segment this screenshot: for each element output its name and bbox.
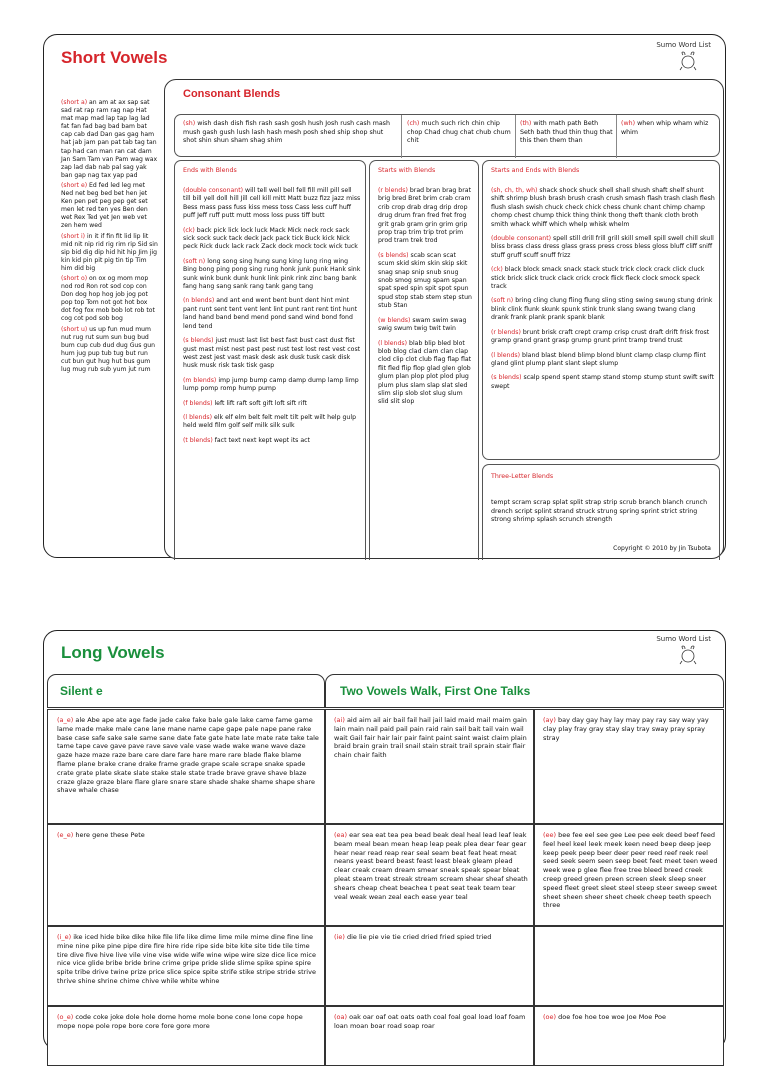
two-vowels-header	[325, 674, 724, 708]
two-vowels-words: (ee) bee fee eel see gee Lee pee eek deed beef feed feel heel keel leek meek keen need beep deep jeep keep peek peep beer deer peer reed reef reek reel seed seek seem seen seep beet feet meet teen weed week wee p glee flee free tree bleed breed creek creep greed green preen screen sleek sleep sneer speed fleet greet sleet steel steep steer sweep sweet sheet sheen sheer sheet cheek cheep teeth speech three	[543, 831, 718, 910]
short-vowel-group: (short u) us up fun mud mum nut rug rut sum sun bug bud bum cup cub dud dug Gus gun hum jug pup tub tug but run cut bun gut hug hut bus gum lug mug rub sub yum jut rum	[61, 325, 155, 373]
starts-with-blends-list	[378, 187, 474, 413]
silent-e-words: (i_e) ike iced hide bike dike hike file life like dime lime mile mime dine fine line mine nine pike pine pipe dire fire hire ride ripe side bite kite site tide tile time tire dive five hive live vile vine vise wide wife wine wipe wire size dice lice mice nice vice glide bribe bride brine crime gripe pride slide slime spike spine spire spite tribe drive twine prize price slice spice spite strife stike stripe stride strive thrive shine shrine chime chive while white whine	[57, 933, 316, 985]
two-vowels-cell	[534, 926, 724, 1006]
silent-e-header	[47, 674, 325, 708]
ends-blend-group: (m blends) imp jump bump camp damp dump lamp limp lump pomp romp hump pump	[183, 376, 359, 393]
starts-blend-group: (w blends) swam swim swag swig swum twig twit twin	[378, 316, 467, 333]
ends-blend-group: (n blends) and ant end went bent bunt dent hint mint pant runt sent tent vent lent lint punt rant rent tint hunt land hand band bend mend pond sand wind bond fond lend tend	[183, 297, 358, 330]
two-vowels-cell	[534, 824, 724, 926]
starts-ends-group: (s blends) scalp spend spent stamp stand stomp stump stunt swift swift swept	[491, 374, 714, 390]
silent-e-words: (a_e) ale Abe ape ate age fade jade cake fake bale gale lake came fame game lame made make male cane lane mane name cape gape pale nape pane rake base case safe sake sale same sane date fate gate hate late mate rate take tale tame tape cave gave pave rave save vale vase wade wake wane wave daze gaze haze maze raze bare care dare fare hare mare rare blade flake blame flame plane brake crane drake frame grade grape scale scrape snake spade crate grate plate skate slate stake stale state trade brave grave shave blaze craze glaze graze blare flare glare snare stare shade shake shame shape share shave whale chase	[57, 716, 319, 795]
short-vowel-group: (short e) Ed fed led leg met Ned net beg bed bet hen jet Ken pen pet peg pep get set men let red ten yes Ben den wet Rex Ted yet Jen web vet zen hem wed	[61, 181, 148, 230]
long-vowels-card	[43, 630, 726, 1050]
silent-e-words: (o_e) code coke joke dole hole dome home mole bone cone lone cope hope mope nope pole rope bore core fore gore more	[57, 1013, 303, 1030]
two-vowels-words: (ai) aid aim ail air bail fail hail jail laid maid mail maim gain lain main nail paid pail pain raid rain sail bait tail vain wail wait Gail fair hair lair pair faint paint saint waist claim plain braid brain grain trail snail stain strait trail sprain stair flair chain chair faith	[334, 716, 527, 760]
sumo-word-list-credit: Sumo Word List	[656, 41, 711, 49]
starts-blend-group: (r blends) brad bran brag brat brig bred Bret brim crab cram crib crop drab drag drip drop drug drum fran fred fret frog grit grab gram grin grim grip prop trap trim trip trot prim prod tram trek trod	[378, 187, 471, 245]
two-vowels-words: (oa) oak oar oaf oat oats oath coal foal goal load loaf foam loan moan boar road soap roar	[334, 1013, 526, 1030]
short-vowel-group: (short i) in it if fin fit lid lip lit mid nit nip rid rig rim rip Sid sin sip bid dig dip hid hit hip Jim jig kin kid pin pit pig tin tip Tim him did big	[61, 232, 158, 272]
two-vowels-cell	[325, 1006, 534, 1066]
two-vowels-cell	[325, 824, 534, 926]
short-vowels-card	[43, 34, 726, 558]
wh-words: (wh) when whip wham whiz whim	[621, 120, 709, 136]
starts-ends-group: (ck) black block smack snack stack stuck trick clock crack click cluck stick brick slick truck clack crick crock flick fleck clock smock speck track	[491, 266, 705, 291]
ch-words: (ch) much such rich chin chip chop Chad chug chat chub chum chit	[407, 120, 511, 145]
three-letter-blends-box	[482, 464, 720, 560]
three-letter-blends-title: Three-Letter Blends	[491, 473, 554, 480]
two-vowels-words: (ay) bay day gay hay lay may pay ray say way yay clay play fray gray stay slay tray sway pray spray stray	[543, 716, 709, 742]
three-letter-blends-words: tempt scram scrap splat split strap strip scrub branch blanch crunch drench script splint strand struck strung spring sprint strict string strong shrimp splash scrunch strength	[491, 499, 708, 524]
ends-blend-group: (double consonant) will tell well bell fell fill mill pill sell till bill yell doll hill Jill cell kill mitt Matt buzz fizz jazz miss Bess mass pass fuss kiss mess toss Cass less cuff huff puff Jeff ruff putt mutt moss loss puss tiff butt	[183, 187, 361, 220]
two-vowels-cell	[534, 709, 724, 824]
silent-e-row	[47, 1006, 325, 1066]
sumo-mascot-icon	[677, 51, 699, 71]
divider	[401, 115, 402, 158]
ends-blend-group: (ck) back pick lick lock luck Mack Mick neck rock sack sick sock suck tack deck Jack pack tick Buck kick Nick peck Rick duck lack rack Zack dock mock tock wick tuck	[183, 226, 358, 251]
two-vowels-words: (oe) doe foe hoe toe woe Joe Moe Poe	[543, 1013, 667, 1021]
two-vowels-cell	[325, 926, 534, 1006]
starts-and-ends-title: Starts and Ends with Blends	[491, 167, 580, 174]
short-vowels-list	[61, 99, 159, 376]
starts-ends-group: (r blends) brunt brisk craft crept cramp crisp crust draft drift frisk frost gramp grand grant grasp grump grunt print tramp trend trust	[491, 328, 710, 345]
silent-e-words: (e_e) here gene these Pete	[57, 831, 145, 839]
starts-with-blends-column	[369, 160, 479, 560]
starts-with-blends-title: Starts with Blends	[378, 167, 436, 174]
ends-with-blends-column	[174, 160, 366, 560]
consonant-blends-panel	[164, 79, 724, 559]
ends-with-blends-title: Ends with Blends	[183, 167, 237, 174]
starts-ends-group: (sh, ch, th, wh) shack shock shuck shell shall shush shaft shelf shunt shift shrimp blush brash brush crash crush smash flash trash clash flesh flush slash swish chuck check chick chess chunk chant chimp champ chomp chest chump thick thing think thong theft thank cloth broth smith whack whiff which whelp whisk whelm	[491, 187, 715, 228]
short-vowel-group: (short a) an am at ax sap sat sad rat rap ram rag nap Hat mat map mad lap tap lag lad fat fan fad bag bad bam bat cap cab dad Dan gas gag ham hat jab jam pan pat tab tag tan tap had can man ran cat dam Jan Sam Tam van Pam wag wax zap lad dab nab pal sag yak ban gap nag tax yap pad	[61, 99, 158, 179]
two-vowels-words: (ie) die lie pie vie tie cried dried fried spied tried	[334, 933, 492, 941]
two-vowels-cell	[325, 709, 534, 824]
starts-ends-group: (l blends) bland blast blend blimp blond blunt clamp clasp clump flint gland glint plump plant slant slept slump	[491, 351, 706, 367]
ends-blend-group: (l blends) elk elf elm belt felt melt tilt pelt wilt help gulp held weld film golf self milk silk sulk	[183, 413, 357, 430]
starts-ends-group: (soft n) bring cling clung fling flung sling sting swing swung stung drink blink clink flunk skunk spunk stink trunk slang swang twang clang drank frank plank prank spank blank	[491, 297, 713, 322]
ends-blend-group: (t blends) fact text next kept wept its act	[183, 436, 310, 444]
silent-e-title: Silent e	[60, 684, 103, 698]
starts-blend-group: (s blends) scab scan scat scum skid skim skin skip skit snag snap snip snub snug snob smog smug spam span spat sped spin spit spot spun spud stop stab stem step stun stub Stan	[378, 251, 472, 310]
starts-blend-group: (l blends) blab blip bled blot blob blog clad clam clan clap clod clip clot club flag flap flat flit fled flip flop glad glen glob glum plan plop plot plod plug plum plus slam slap slat sled slim slip slob slot slug slum slid slit slop	[378, 339, 472, 406]
starts-and-ends-column	[482, 160, 720, 460]
two-vowels-title: Two Vowels Walk, First One Talks	[340, 684, 531, 698]
copyright: Copyright © 2010 by Jin Tsubota	[613, 545, 711, 552]
two-vowels-cell	[534, 1006, 724, 1066]
short-vowels-title: Short Vowels	[61, 48, 168, 67]
sumo-word-list-credit: Sumo Word List	[656, 635, 711, 643]
two-vowels-words: (ea) ear sea eat tea pea bead beak deal heal lead leaf leak beam meal bean mean heap leap peak plea dear fear gear hear near read reap rear seal seam beat feat heat meat neans yeast beard beast feast least bleak gleam plead clear creak cream dream smear sneak speak spear bleat pleat steam treat streak stream scream shear sheaf sheath shears cheap cheat beachea t peat seat teak team tear veal weak wean zeal each ease year teal	[334, 831, 528, 901]
divider	[616, 115, 617, 158]
sh-words: (sh) wish dash dish fish rash sash gosh hush Josh rush cash mash mush gash gush lush lash hash mesh posh shed ship shop shut shot shin shun sham shag shim	[183, 120, 390, 145]
silent-e-row	[47, 709, 325, 824]
starts-ends-group: (double consonant) spell still drill frill grill skill smell spill swell chill skull bliss brass class dress glass grass press cross bless gloss bluff cliff sniff stuff gruff scuff snuff frizz	[491, 235, 714, 259]
ends-blend-group: (f blends) left lift raft soft gift loft sift rift	[183, 399, 307, 407]
ends-blend-group: (s blends) just must last list best fast bust cast dust fist gust mast mist nest past pest rust test lost rest vest cost west zest jest vast mask desk ask dusk tusk cask disk husk musk risk task tisk gasp	[183, 337, 361, 370]
th-words: (th) with math path Beth Seth bath thud thin thug that this then them than	[520, 120, 613, 145]
long-vowels-title: Long Vowels	[61, 643, 165, 662]
ends-blend-group: (soft n) long song sing hung sung king lung ring wing Bing bong ping pong sing rung honk junk punk Hank sink sunk wink bunk dunk hunk link pink rink zinc bang bank fang hang sang sank rang tank gang tang	[183, 257, 361, 291]
starts-and-ends-list	[491, 187, 715, 397]
sumo-mascot-icon	[677, 645, 699, 665]
consonant-blends-title: Consonant Blends	[183, 88, 281, 100]
ends-with-blends-list	[183, 187, 361, 451]
digraph-row	[174, 114, 720, 157]
divider	[515, 115, 516, 158]
silent-e-row	[47, 926, 325, 1006]
silent-e-row	[47, 824, 325, 926]
short-vowel-group: (short o) on ox og mom mop nod rod Ron rot sod cop con Don dog hop hog job jog pot pop top Tom not got hot box dot fog fox mob bob lot rob tot cog cot pod sob bog	[61, 274, 155, 323]
